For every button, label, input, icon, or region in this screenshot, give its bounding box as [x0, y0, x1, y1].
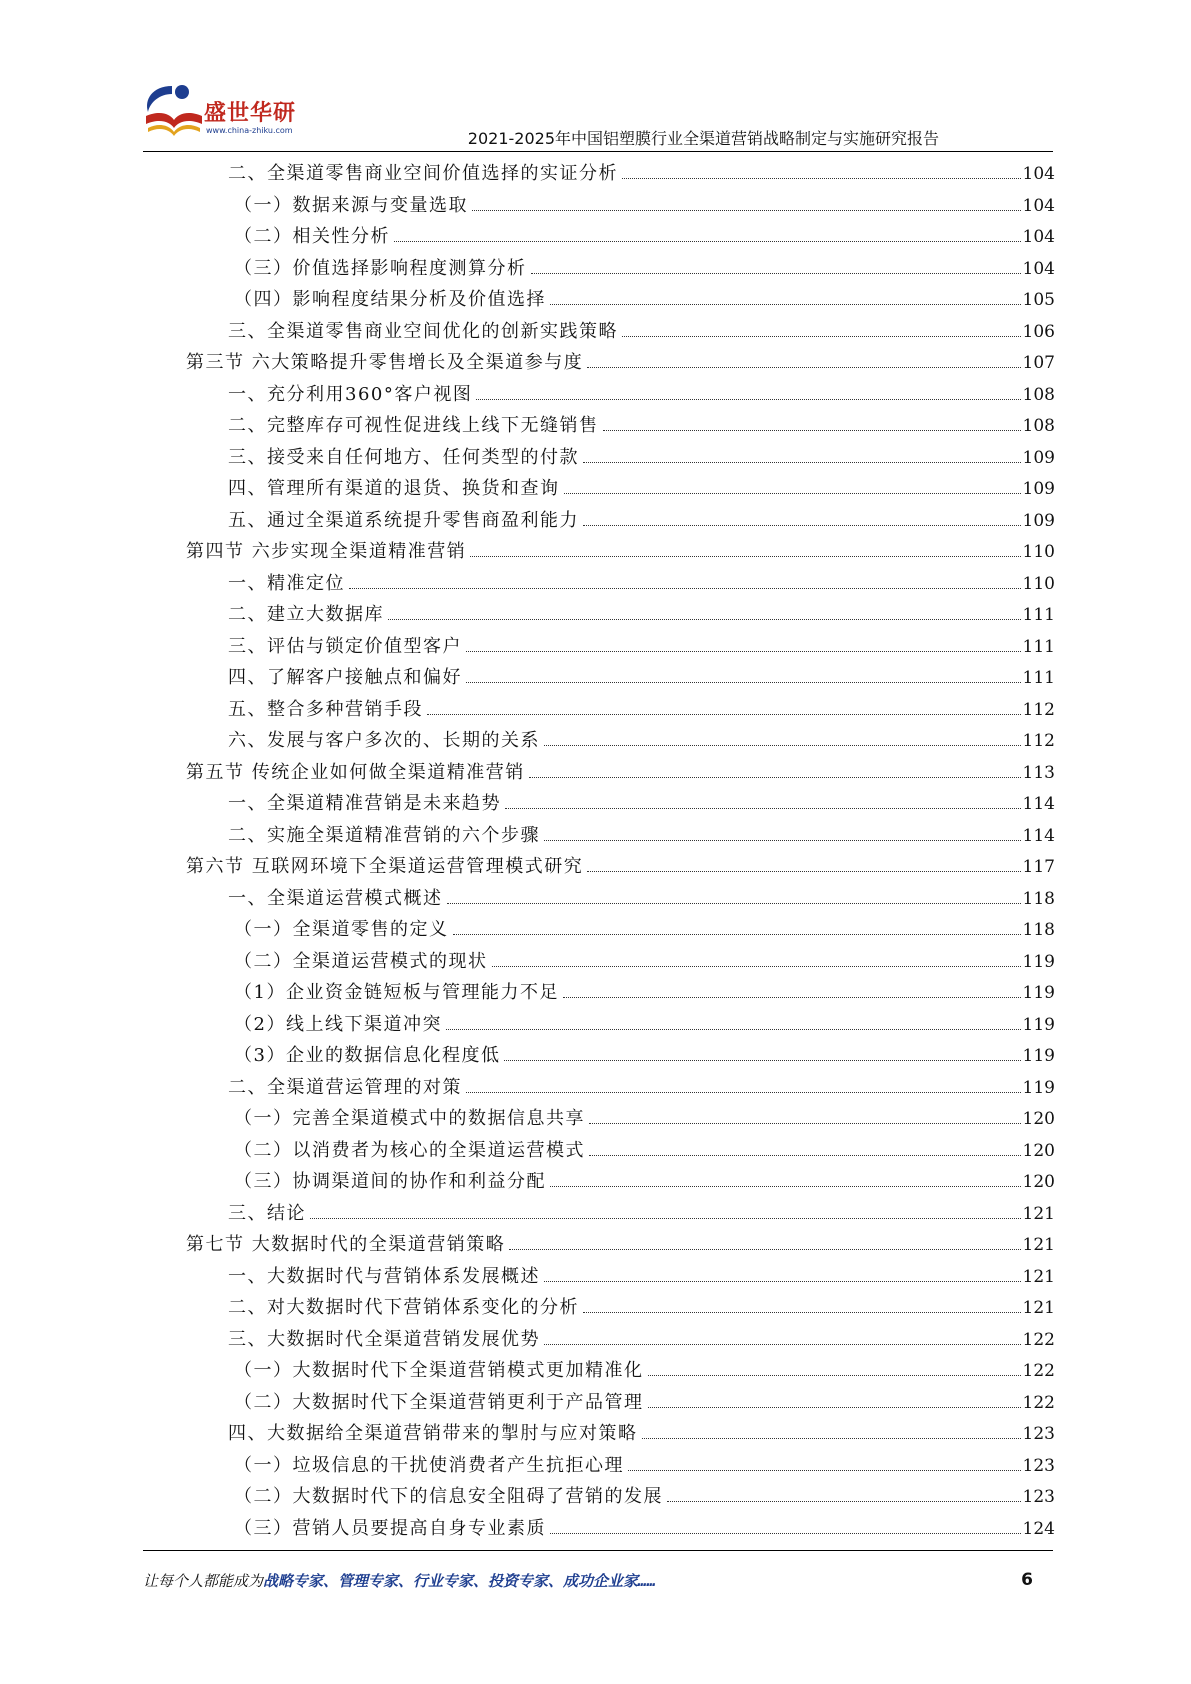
toc-entry[interactable] — [186, 883, 1055, 915]
toc-dot-leader — [589, 1123, 1021, 1124]
toc-entry-page: 104 — [1022, 164, 1055, 184]
toc-entry-page: 119 — [1022, 951, 1055, 972]
toc-dot-leader — [667, 1501, 1021, 1502]
toc-dot-leader — [642, 1438, 1021, 1439]
toc-entry-title: （一）全渠道零售的定义 — [234, 919, 449, 940]
toc-dot-leader — [622, 336, 1021, 337]
toc-entry-title: 三、全渠道零售商业空间优化的创新实践策略 — [228, 320, 618, 342]
toc-entry-page: 110 — [1022, 542, 1055, 562]
toc-entry-title: 第六节 互联网环境下全渠道运营管理模式研究 — [186, 856, 584, 877]
toc-entry-title: 第七节 大数据时代的全渠道营销策略 — [186, 1234, 506, 1255]
toc-entry[interactable] — [186, 1387, 1055, 1419]
toc-entry-title: 二、对大数据时代下营销体系变化的分析 — [228, 1297, 579, 1318]
toc-entry-page: 109 — [1022, 510, 1055, 531]
toc-entry[interactable] — [186, 820, 1055, 852]
toc-entry[interactable] — [186, 410, 1055, 442]
header-divider — [143, 151, 1053, 152]
toc-dot-leader — [492, 966, 1021, 967]
toc-entry-page: 105 — [1022, 290, 1055, 310]
toc-entry-page: 104 — [1022, 227, 1055, 247]
toc-entry-page: 122 — [1022, 1392, 1055, 1413]
toc-entry-title: 三、接受来自任何地方、任何类型的付款 — [228, 446, 579, 468]
toc-entry-title: 一、精准定位 — [228, 572, 345, 594]
toc-entry-page: 104 — [1022, 258, 1055, 279]
toc-dot-leader — [622, 178, 1021, 179]
toc-dot-leader — [544, 840, 1021, 841]
company-logo — [142, 82, 302, 142]
toc-entry-page: 120 — [1022, 1140, 1055, 1161]
toc-entry[interactable] — [186, 1324, 1055, 1356]
toc-entry[interactable] — [186, 316, 1055, 348]
toc-entry-title: （三）营销人员要提高自身专业素质 — [234, 1517, 546, 1539]
toc-entry-title: （二）以消费者为核心的全渠道运营模式 — [234, 1139, 585, 1161]
toc-entry-page: 108 — [1022, 416, 1055, 436]
toc-entry-title: 六、发展与客户多次的、长期的关系 — [228, 730, 540, 751]
footer-slogan-lead: 让每个人都能成为 — [143, 1572, 264, 1590]
toc-entry[interactable] — [186, 1261, 1055, 1293]
toc-entry[interactable] — [186, 1292, 1055, 1324]
toc-entry-page: 119 — [1022, 1046, 1055, 1066]
toc-dot-leader — [583, 1312, 1021, 1313]
toc-dot-leader — [628, 1470, 1021, 1471]
toc-entry-page: 124 — [1022, 1518, 1055, 1539]
toc-entry-title: 二、建立大数据库 — [228, 604, 384, 625]
toc-entry[interactable] — [186, 977, 1055, 1009]
toc-entry-page: 119 — [1022, 1014, 1055, 1035]
toc-dot-leader — [531, 273, 1021, 274]
toc-dot-leader — [529, 777, 1021, 778]
toc-entry-page: 123 — [1022, 1424, 1055, 1444]
footer-divider — [143, 1550, 1053, 1551]
toc-dot-leader — [587, 871, 1020, 872]
toc-entry-page: 107 — [1022, 353, 1055, 373]
toc-dot-leader — [453, 934, 1021, 935]
toc-entry-title: 二、实施全渠道精准营销的六个步骤 — [228, 824, 540, 846]
toc-dot-leader — [589, 1155, 1021, 1156]
toc-dot-leader — [388, 619, 1021, 620]
toc-entry[interactable] — [186, 1009, 1055, 1041]
toc-dot-leader — [564, 493, 1021, 494]
toc-dot-leader — [446, 1029, 1021, 1030]
toc-dot-leader — [544, 1281, 1021, 1282]
toc-entry-title: （3）企业的数据信息化程度低 — [234, 1045, 501, 1066]
toc-entry-page: 121 — [1022, 1266, 1055, 1287]
toc-entry-title: 第五节 传统企业如何做全渠道精准营销 — [186, 761, 525, 783]
toc-entry-page: 121 — [1022, 1298, 1055, 1318]
toc-entry-title: 第四节 六步实现全渠道精准营销 — [186, 541, 467, 562]
page-header — [0, 0, 1191, 150]
toc-entry-page: 111 — [1022, 636, 1055, 657]
toc-entry-title: 一、全渠道运营模式概述 — [228, 887, 443, 909]
toc-entry[interactable] — [186, 347, 1055, 379]
toc-entry-title: 四、了解客户接触点和偏好 — [228, 667, 462, 688]
toc-entry-title: （二）相关性分析 — [234, 226, 390, 247]
toc-dot-leader — [509, 1249, 1020, 1250]
document-title: 2021-2025年中国铝塑膜行业全渠道营销战略制定与实施研究报告 — [467, 129, 939, 148]
toc-entry-page: 118 — [1022, 888, 1055, 909]
toc-entry-title: 四、大数据给全渠道营销带来的掣肘与应对策略 — [228, 1423, 638, 1444]
toc-entry-title: 二、全渠道营运管理的对策 — [228, 1076, 462, 1098]
toc-entry-title: 三、结论 — [228, 1202, 306, 1224]
toc-entry-title: 一、全渠道精准营销是未来趋势 — [228, 793, 501, 814]
toc-entry-title: （二）大数据时代下的信息安全阻碍了营销的发展 — [234, 1486, 663, 1507]
toc-entry-page: 123 — [1022, 1487, 1055, 1507]
toc-dot-leader — [550, 1533, 1021, 1534]
toc-entry-title: （2）线上线下渠道冲突 — [234, 1013, 442, 1035]
toc-entry-page: 111 — [1022, 668, 1055, 688]
toc-entry-page: 114 — [1022, 794, 1055, 814]
toc-dot-leader — [470, 556, 1020, 557]
toc-entry-title: 一、充分利用360°客户视图 — [228, 383, 473, 405]
toc-entry-page: 108 — [1022, 384, 1055, 405]
toc-entry-page: 104 — [1022, 195, 1055, 216]
toc-entry[interactable] — [186, 599, 1055, 631]
toc-entry-title: （四）影响程度结果分析及价值选择 — [234, 289, 546, 310]
toc-entry[interactable] — [186, 694, 1055, 726]
toc-dot-leader — [505, 808, 1021, 809]
table-of-contents — [186, 158, 1055, 1544]
toc-entry[interactable] — [186, 946, 1055, 978]
toc-dot-leader — [544, 745, 1021, 746]
toc-entry-title: 第三节 六大策略提升零售增长及全渠道参与度 — [186, 352, 584, 373]
toc-entry-page: 122 — [1022, 1361, 1055, 1381]
toc-entry-title: 三、评估与锁定价值型客户 — [228, 635, 462, 657]
toc-dot-leader — [587, 367, 1020, 368]
toc-entry[interactable] — [186, 1450, 1055, 1482]
toc-entry-title: 二、完整库存可视性促进线上线下无缝销售 — [228, 415, 599, 436]
toc-entry-page: 120 — [1022, 1172, 1055, 1192]
toc-entry-page: 113 — [1022, 762, 1055, 783]
page-number: 6 — [1021, 1570, 1033, 1590]
toc-entry-page: 122 — [1022, 1329, 1055, 1350]
toc-entry[interactable] — [186, 1229, 1055, 1261]
toc-dot-leader — [544, 1344, 1021, 1345]
toc-entry-title: 二、全渠道零售商业空间价值选择的实证分析 — [228, 163, 618, 184]
logo-name: 盛世华研 — [204, 101, 297, 126]
toc-entry[interactable] — [186, 914, 1055, 946]
toc-entry[interactable] — [186, 725, 1055, 757]
toc-dot-leader — [394, 241, 1021, 242]
toc-entry[interactable] — [186, 662, 1055, 694]
toc-entry[interactable] — [186, 757, 1055, 789]
toc-entry-page: 120 — [1022, 1109, 1055, 1129]
toc-entry-title: （一）垃圾信息的干扰使消费者产生抗拒心理 — [234, 1454, 624, 1476]
toc-dot-leader — [550, 304, 1021, 305]
toc-entry-title: 四、管理所有渠道的退货、换货和查询 — [228, 478, 560, 499]
toc-entry[interactable] — [186, 190, 1055, 222]
toc-entry-title: （二）全渠道运营模式的现状 — [234, 950, 488, 972]
toc-entry[interactable] — [186, 442, 1055, 474]
page-footer — [143, 1570, 1053, 1594]
toc-dot-leader — [603, 430, 1021, 431]
toc-dot-leader — [563, 997, 1021, 998]
toc-entry-page: 119 — [1022, 983, 1055, 1003]
toc-entry[interactable] — [186, 253, 1055, 285]
toc-entry-page: 114 — [1022, 825, 1055, 846]
toc-dot-leader — [504, 1060, 1020, 1061]
toc-entry[interactable] — [186, 1513, 1055, 1545]
toc-entry[interactable] — [186, 158, 1055, 190]
toc-entry[interactable] — [186, 568, 1055, 600]
toc-entry[interactable] — [186, 505, 1055, 537]
toc-entry[interactable] — [186, 1418, 1055, 1450]
toc-entry[interactable] — [186, 788, 1055, 820]
toc-entry-page: 119 — [1022, 1077, 1055, 1098]
toc-entry[interactable] — [186, 379, 1055, 411]
toc-entry-page: 123 — [1022, 1455, 1055, 1476]
toc-entry-title: （一）大数据时代下全渠道营销模式更加精准化 — [234, 1360, 644, 1381]
toc-dot-leader — [648, 1375, 1021, 1376]
toc-dot-leader — [447, 903, 1021, 904]
toc-dot-leader — [310, 1218, 1021, 1219]
toc-entry[interactable] — [186, 1198, 1055, 1230]
toc-dot-leader — [466, 1092, 1021, 1093]
toc-entry-title: （一）完善全渠道模式中的数据信息共享 — [234, 1108, 585, 1129]
toc-entry-title: 五、通过全渠道系统提升零售商盈利能力 — [228, 509, 579, 531]
toc-dot-leader — [476, 399, 1020, 400]
toc-entry[interactable] — [186, 1355, 1055, 1387]
toc-entry[interactable] — [186, 1135, 1055, 1167]
toc-entry-page: 111 — [1022, 605, 1055, 625]
toc-entry[interactable] — [186, 1166, 1055, 1198]
toc-entry-title: 三、大数据时代全渠道营销发展优势 — [228, 1328, 540, 1350]
toc-entry-page: 109 — [1022, 447, 1055, 468]
toc-entry[interactable] — [186, 851, 1055, 883]
toc-entry-title: （1）企业资金链短板与管理能力不足 — [234, 982, 559, 1003]
toc-entry-title: 一、大数据时代与营销体系发展概述 — [228, 1265, 540, 1287]
toc-entry-page: 118 — [1022, 920, 1055, 940]
toc-dot-leader — [583, 525, 1021, 526]
toc-dot-leader — [648, 1407, 1021, 1408]
toc-entry-page: 109 — [1022, 479, 1055, 499]
toc-entry[interactable] — [186, 1072, 1055, 1104]
logo-url: www.china-zhiku.com — [206, 126, 293, 135]
toc-entry-title: 五、整合多种营销手段 — [228, 698, 423, 720]
toc-entry-page: 121 — [1022, 1235, 1055, 1255]
toc-entry[interactable] — [186, 221, 1055, 253]
toc-dot-leader — [466, 682, 1021, 683]
toc-entry[interactable] — [186, 1481, 1055, 1513]
toc-entry[interactable] — [186, 1103, 1055, 1135]
toc-entry-page: 112 — [1022, 731, 1055, 751]
toc-dot-leader — [472, 210, 1021, 211]
footer-slogan-emphasis: 战略专家、管理专家、行业专家、投资专家、成功企业家…… — [263, 1572, 657, 1590]
toc-entry-page: 121 — [1022, 1203, 1055, 1224]
toc-entry[interactable] — [186, 284, 1055, 316]
toc-entry-page: 117 — [1022, 857, 1055, 877]
toc-dot-leader — [550, 1186, 1021, 1187]
toc-entry-title: （三）协调渠道间的协作和利益分配 — [234, 1171, 546, 1192]
toc-entry[interactable] — [186, 536, 1055, 568]
toc-entry-page: 112 — [1022, 699, 1055, 720]
toc-entry-title: （三）价值选择影响程度测算分析 — [234, 257, 527, 279]
toc-dot-leader — [427, 714, 1021, 715]
toc-entry-title: （二）大数据时代下全渠道营销更利于产品管理 — [234, 1391, 644, 1413]
toc-entry[interactable] — [186, 631, 1055, 663]
toc-entry[interactable] — [186, 1040, 1055, 1072]
toc-dot-leader — [349, 588, 1021, 589]
toc-dot-leader — [583, 462, 1021, 463]
toc-entry-page: 106 — [1022, 321, 1055, 342]
toc-entry-page: 110 — [1022, 573, 1055, 594]
toc-entry-title: （一）数据来源与变量选取 — [234, 194, 468, 216]
toc-dot-leader — [466, 651, 1021, 652]
logo-book-icon — [142, 82, 206, 140]
toc-entry[interactable] — [186, 473, 1055, 505]
